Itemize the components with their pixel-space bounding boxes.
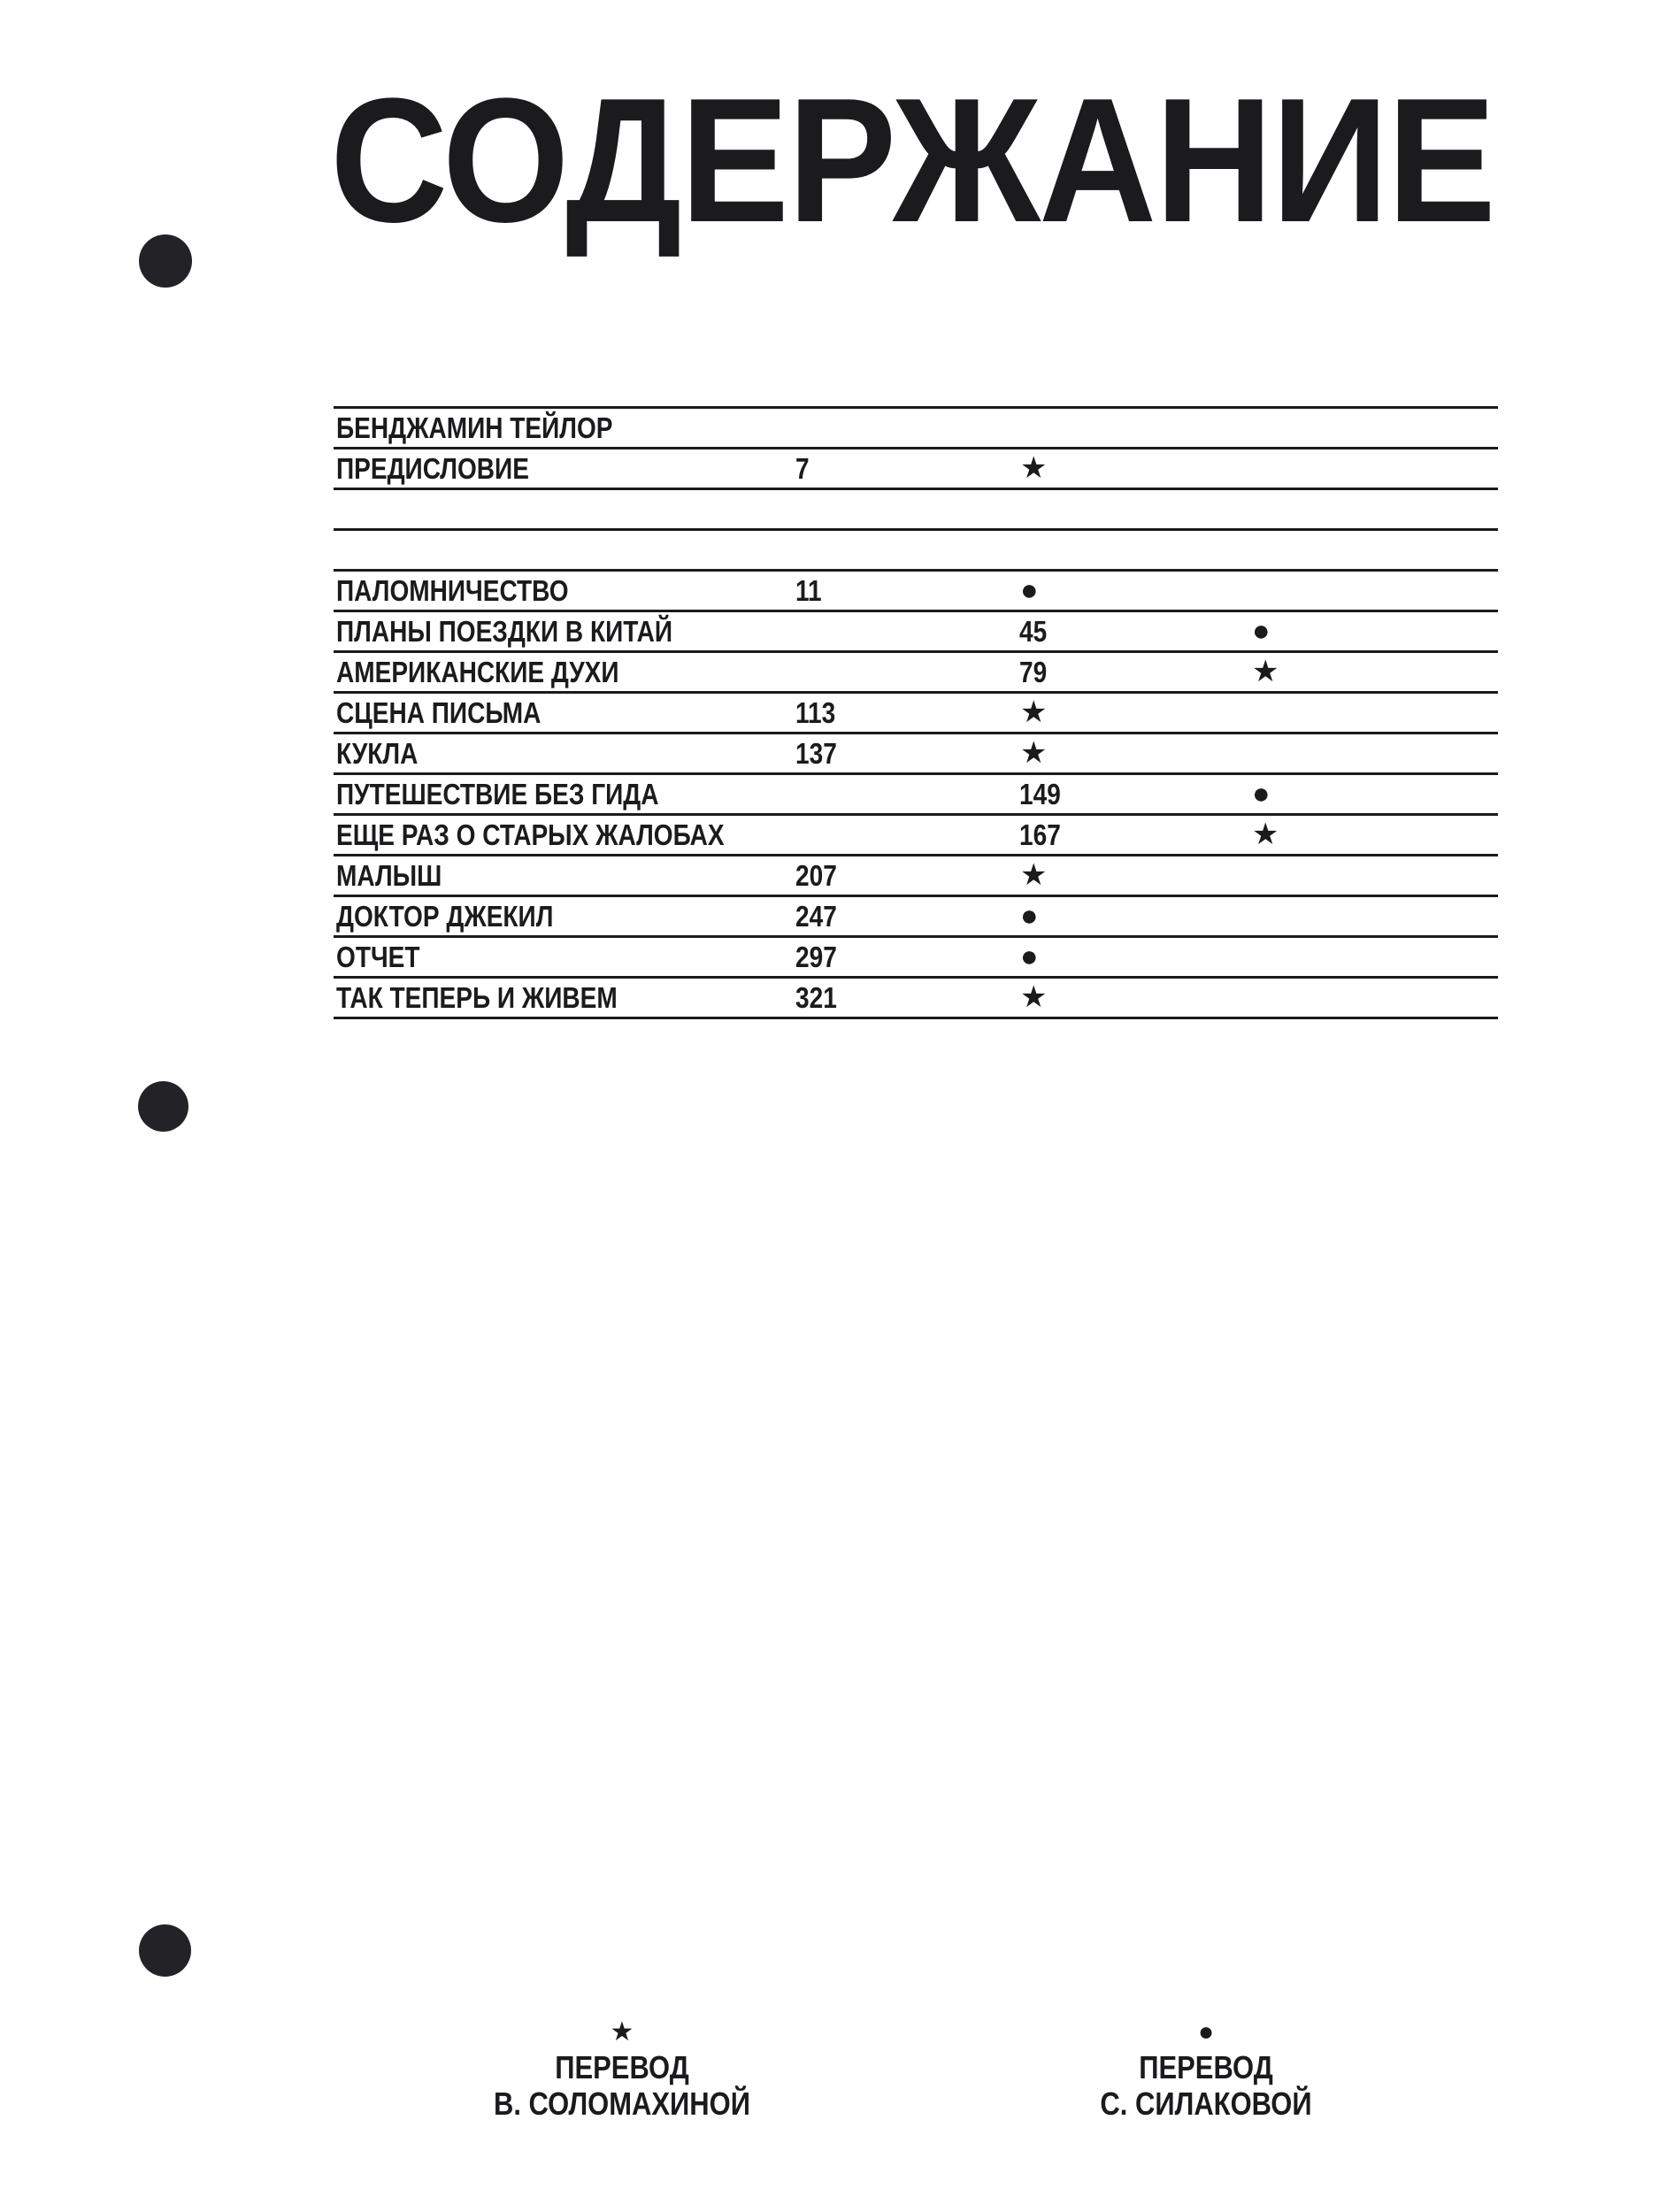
toc-author-name: БЕНДЖАМИН ТЕЙЛОР (336, 411, 613, 444)
legend-label: ПЕРЕВОД (555, 2049, 689, 2085)
star-icon: ★ (1020, 451, 1048, 485)
punch-dot-bottom (139, 1924, 191, 1977)
toc-page-number: 297 (795, 941, 837, 973)
legend-dot-translator (976, 2016, 1436, 2122)
toc-row-title: ПУТЕШЕСТВИЕ БЕЗ ГИДА (336, 778, 659, 810)
toc-page-number: 11 (795, 574, 822, 607)
toc-row (334, 447, 1498, 488)
star-icon: ★ (1020, 858, 1048, 892)
star-icon: ★ (610, 2017, 634, 2047)
toc-row-author (334, 406, 1498, 447)
toc-row-title: ПЛАНЫ ПОЕЗДКИ В КИТАЙ (336, 615, 673, 648)
toc-row (334, 772, 1498, 813)
toc-row-empty (334, 488, 1498, 528)
page-title: СОДЕРЖАНИЕ (330, 62, 1494, 259)
toc-row (334, 854, 1498, 895)
page-title-block (330, 0, 1507, 301)
toc-row (334, 895, 1498, 935)
toc-page-number: 321 (795, 981, 837, 1014)
toc-page-number: 113 (795, 696, 836, 729)
toc-row-title: КУКЛА (336, 737, 419, 770)
toc-row-title: ДОКТОР ДЖЕКИЛ (336, 900, 554, 933)
toc-page-number: 79 (1019, 656, 1048, 688)
toc-row-title: АМЕРИКАНСКИЕ ДУХИ (336, 656, 619, 688)
legend-label: ПЕРЕВОД (1139, 2049, 1273, 2085)
toc-page-number: 167 (1019, 818, 1061, 851)
legend-translator-name: В. СОЛОМАХИНОЙ (493, 2085, 751, 2122)
star-icon: ★ (1252, 655, 1279, 688)
toc-row (334, 650, 1498, 691)
toc-page-number: 137 (795, 737, 837, 770)
toc-page-number: 7 (795, 452, 810, 485)
star-icon: ★ (1020, 980, 1048, 1014)
dot-icon: ● (1252, 614, 1271, 648)
toc-page-number: 207 (795, 859, 837, 892)
toc-page-number: 45 (1019, 615, 1048, 648)
toc-row-empty (334, 528, 1498, 569)
toc-row (334, 813, 1498, 854)
dot-icon: ● (1252, 777, 1271, 810)
toc-row-title: ПАЛОМНИЧЕСТВО (336, 574, 569, 607)
toc-row-title: ОТЧЕТ (336, 941, 420, 973)
toc-row (334, 732, 1498, 772)
toc-row (334, 935, 1498, 976)
toc-row-title: ТАК ТЕПЕРЬ И ЖИВЕМ (336, 981, 618, 1014)
toc-row (334, 976, 1498, 1017)
toc-row (334, 691, 1498, 732)
dot-icon: ● (1020, 940, 1039, 973)
star-icon: ★ (1020, 695, 1048, 729)
toc-row-title: МАЛЫШ (336, 859, 442, 892)
toc-row-title: ЕЩЕ РАЗ О СТАРЫХ ЖАЛОБАХ (336, 818, 725, 851)
legend-translator-name: С. СИЛАКОВОЙ (1100, 2085, 1312, 2122)
star-icon: ★ (1020, 736, 1048, 770)
dot-icon: ● (1020, 573, 1039, 607)
toc-table (334, 406, 1498, 1019)
toc-row-title: СЦЕНА ПИСЬМА (336, 696, 541, 729)
toc-row-title: ПРЕДИСЛОВИЕ (336, 452, 529, 485)
toc-row (334, 610, 1498, 650)
punch-dot-middle (138, 1081, 188, 1132)
toc-row (334, 569, 1498, 610)
toc-page-number: 149 (1019, 778, 1061, 810)
dot-icon: ● (1020, 899, 1039, 933)
toc-page-number: 247 (795, 900, 837, 933)
punch-dot-top (139, 234, 192, 288)
star-icon: ★ (1252, 818, 1279, 851)
legend-star-translator (392, 2016, 852, 2122)
dot-icon: ● (1197, 2017, 1215, 2047)
